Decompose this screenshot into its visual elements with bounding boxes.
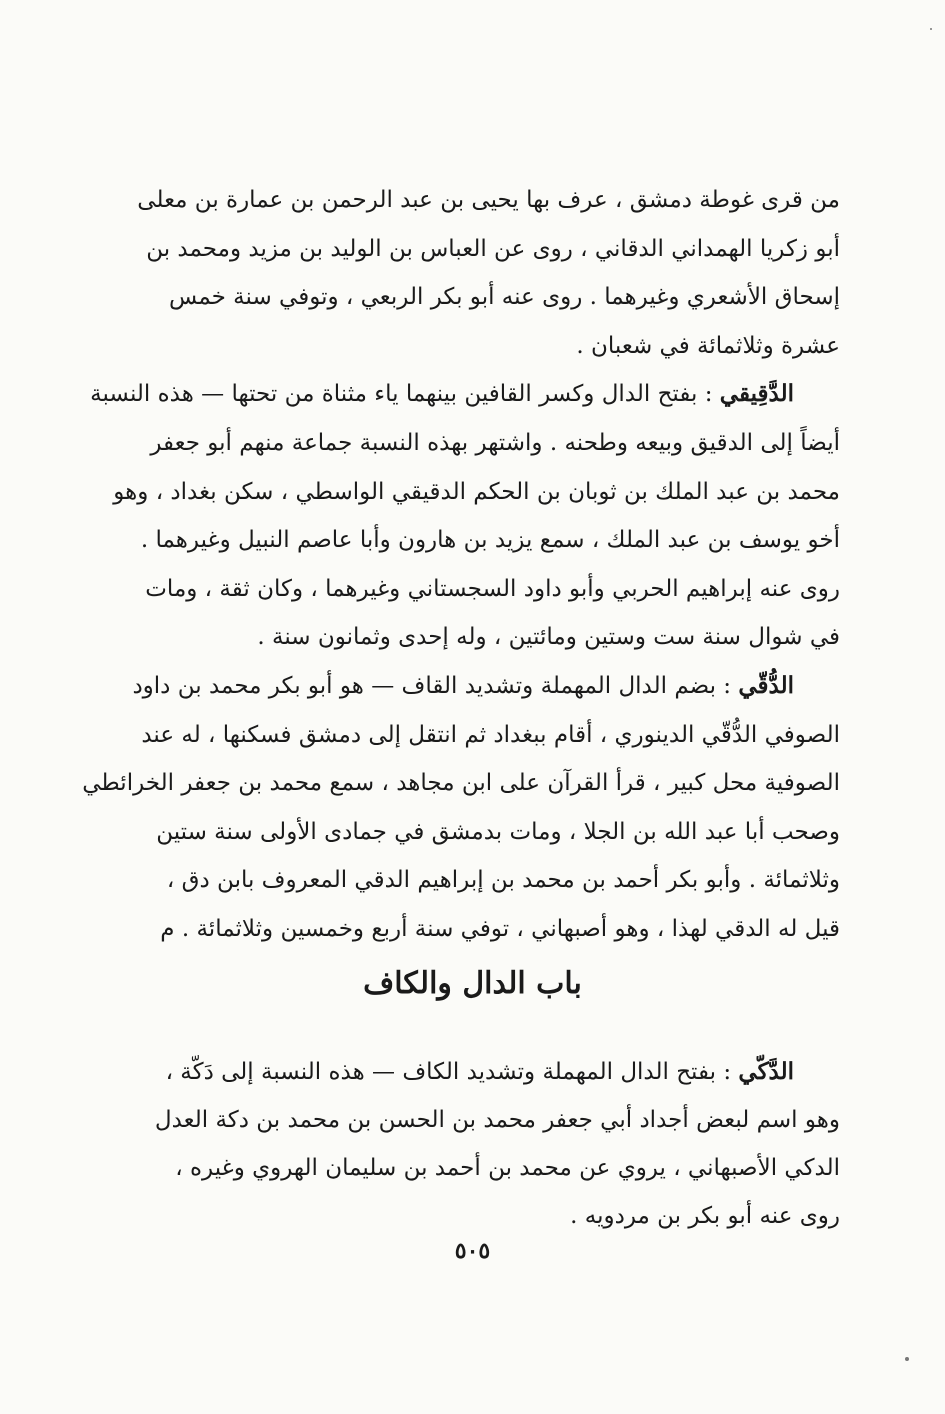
text-line: أخو يوسف بن عبد الملك ، سمع يزيد بن هارون وأبا عاصم النبيل وغيرهما .: [140, 527, 840, 554]
second-text-block: [154, 1048, 840, 1240]
entry-definition-start: : بضم الدال المهملة وتشديد القاف — هو أبو بكر محمد بن داود: [132, 672, 739, 699]
page-number: ٥٠٥: [454, 1238, 491, 1264]
entry-term-daqiqi: الدَّقِيقي: [719, 380, 794, 408]
section-heading: باب الدال والكاف: [363, 966, 582, 1001]
text-line: وهو اسم لبعض أجداد أبي جعفر محمد بن الحسن بن محمد بن دكة العدل: [154, 1107, 840, 1133]
text-line: محمد بن عبد الملك بن ثوبان بن الحكم الدقيقي الواسطي ، سكن بغداد ، وهو: [113, 478, 840, 505]
entry-term-dakki: الدَّكّي: [738, 1058, 794, 1085]
text-line: أيضاً إلى الدقيق وبيعه وطحنه . واشتهر بهذه النسبة جماعة منهم أبو جعفر: [150, 429, 840, 456]
text-line: من قرى غوطة دمشق ، عرف بها يحيى بن عبد الرحمن بن عمارة بن معلى: [137, 187, 840, 213]
text-line: عشرة وثلاثمائة في شعبان .: [576, 332, 840, 359]
entry-first-line: [90, 370, 840, 419]
main-text-block: [82, 176, 840, 954]
paper-speck: [905, 1357, 909, 1361]
text-line: روى عنه أبو بكر بن مردويه .: [570, 1203, 840, 1229]
text-line: إسحاق الأشعري وغيرهما . روى عنه أبو بكر الربعي ، وتوفي سنة خمس: [169, 284, 840, 311]
entry-first-line: [160, 1048, 840, 1096]
text-line: أبو زكريا الهمداني الدقاني ، روى عن العباس بن الوليد بن مزيد ومحمد بن: [146, 235, 840, 262]
text-line: الدكي الأصبهاني ، يروي عن محمد بن أحمد بن سليمان الهروي وغيره ،: [175, 1155, 840, 1181]
text-line: وثلاثمائة . وأبو بكر أحمد بن محمد بن إبراهيم الدقي المعروف بابن دق ،: [166, 867, 840, 894]
entry-definition-start: : بفتح الدال المهملة وتشديد الكاف — هذه النسبة إلى دَكّة ،: [165, 1059, 739, 1085]
text-line: في شوال سنة ست وستين ومائتين ، وله إحدى وثمانون سنة .: [257, 624, 840, 651]
text-line: روى عنه إبراهيم الحربي وأبو داود السجستاني وغيرهما ، وكان ثقة ، ومات: [145, 575, 840, 602]
text-line: الصوفي الدُّقّي الدينوري ، أقام ببغداد ثم انتقل إلى دمشق فسكنها ، له عند: [141, 721, 840, 748]
entry-definition-start: : بفتح الدال وكسر القافين بينهما ياء مثناة من تحتها — هذه النسبة: [90, 381, 720, 408]
entry-term-duqqi: الدُّقّي: [738, 671, 794, 699]
text-line: وصحب أبا عبد الله بن الجلا ، ومات بدمشق في جمادى الأولى سنة ستين: [156, 818, 840, 845]
paper-speck: [930, 28, 932, 30]
text-line: الصوفية محل كبير ، قرأ القرآن على ابن مجاهد ، سمع محمد بن جعفر الخرائطي: [82, 770, 840, 797]
text-line: قيل له الدقي لهذا ، وهو أصبهاني ، توفي سنة أربع وخمسين وثلاثمائة . م: [160, 915, 840, 942]
entry-first-line: [132, 662, 840, 711]
